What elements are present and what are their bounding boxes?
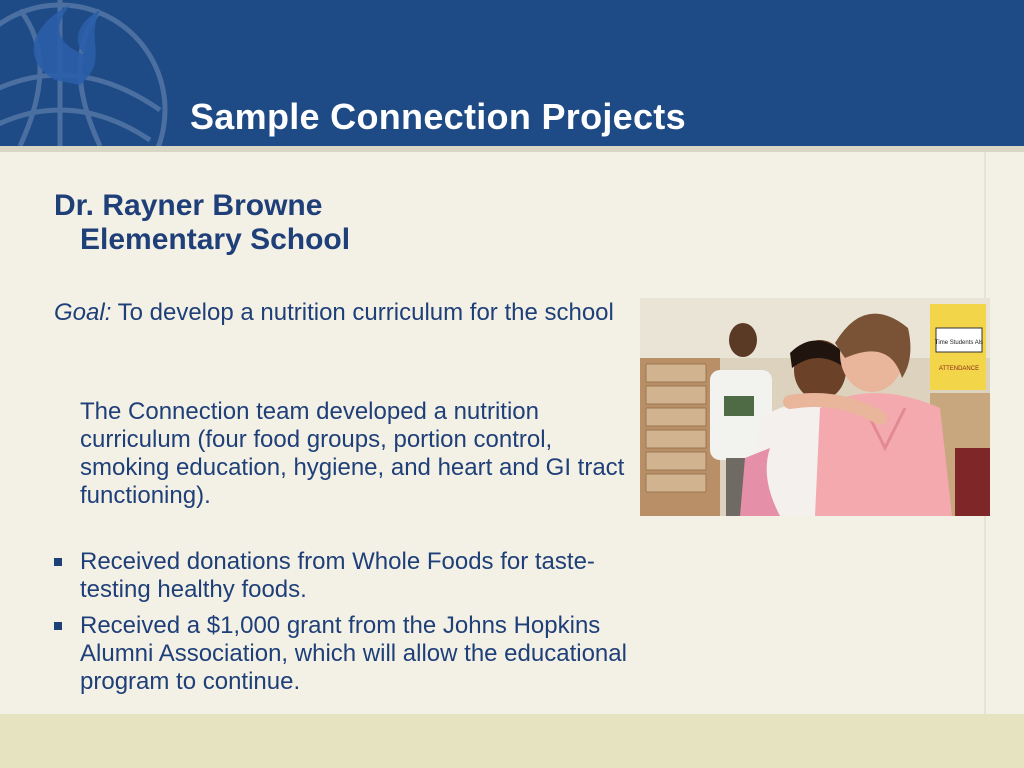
title-bar: [0, 0, 1024, 146]
photo-illustration: [640, 298, 990, 516]
footer-band: [0, 714, 1024, 768]
students-teacher-photo: [640, 298, 990, 516]
square-bullet-icon: [54, 558, 62, 566]
school-name: [54, 189, 350, 257]
bullet-list: [54, 548, 634, 704]
school-name-line1: Dr. Rayner Browne: [54, 189, 323, 222]
photo-sign-text: Time Students Als: [934, 340, 984, 346]
goal-text: To develop a nutrition curriculum for the school: [111, 299, 614, 326]
bullet-text: Received a $1,000 grant from the Johns Hopkins Alumni Association, which will allow the educational program to continue.: [80, 612, 627, 695]
header-underline: [0, 146, 1024, 152]
goal-label: Goal:: [54, 299, 112, 326]
bullet-item: [54, 612, 634, 696]
school-name-line2: Elementary School: [80, 223, 351, 256]
bullet-text: Received donations from Whole Foods for taste-testing healthy foods.: [80, 548, 595, 603]
slide-title: Sample Connection Projects: [190, 96, 686, 137]
photo-sign-subtext: ATTENDANCE: [938, 366, 980, 372]
flame-globe-logo: [0, 0, 200, 146]
bullet-item: [54, 548, 634, 604]
goal-statement: [54, 296, 644, 330]
project-description: The Connection team developed a nutrition curriculum (four food groups, portion control, smoking education, hygiene, and heart and GI tract functioning).: [80, 398, 625, 509]
square-bullet-icon: [54, 622, 62, 630]
